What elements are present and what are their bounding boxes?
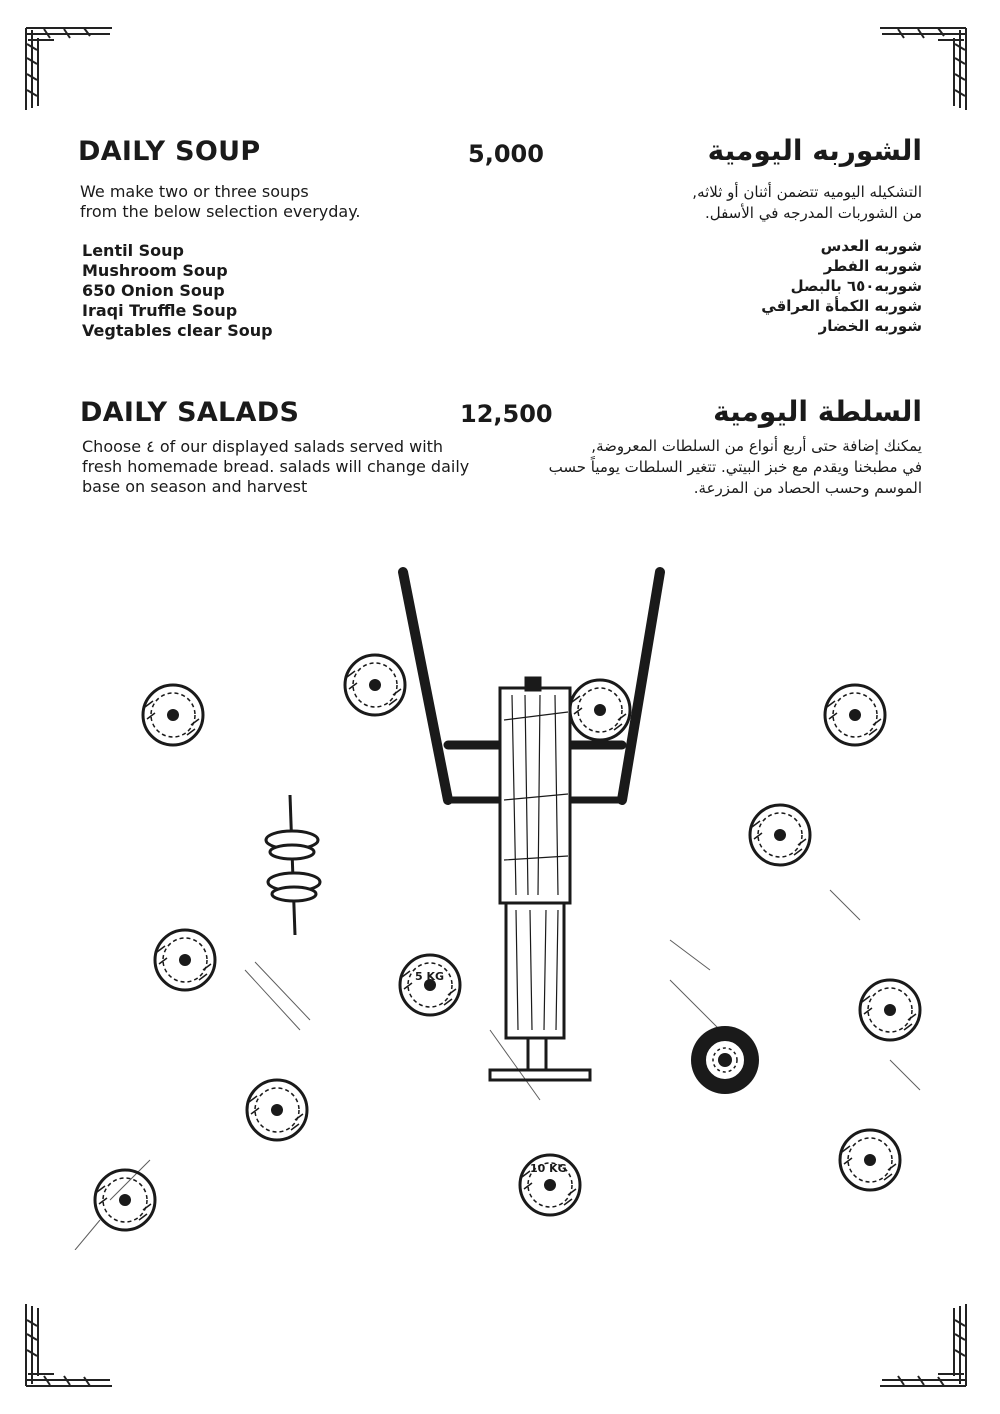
salads-description-en bbox=[82, 437, 469, 497]
list-item: Lentil Soup bbox=[82, 241, 184, 260]
soup-description-ar-line: التشكيله اليوميه تتضمن أثنان أو ثلاثه, bbox=[692, 183, 922, 201]
salads-description-en-line: Choose ٤ of our displayed salads served with bbox=[82, 437, 444, 456]
soup-description-en-line: from the below selection everyday. bbox=[80, 202, 361, 221]
salads-description-ar-line: الموسم وحسب الحصاد من المزرعة. bbox=[693, 479, 922, 497]
soup-list-en bbox=[82, 241, 273, 341]
list-item: شوربه الكمأة العراقي bbox=[761, 297, 922, 315]
soup-description-ar bbox=[692, 182, 922, 224]
salads-price: 12,500 bbox=[460, 400, 553, 428]
plate-label-a: 5 KG bbox=[415, 970, 445, 983]
soup-description-en bbox=[80, 182, 361, 222]
soup-title-en: DAILY SOUP bbox=[78, 136, 261, 167]
corner-frame-bottom-left-icon bbox=[24, 1300, 114, 1390]
soup-title-ar: الشوربه اليومية bbox=[707, 134, 922, 167]
list-item: شوربه الخضار bbox=[818, 317, 922, 335]
soup-description-en-line: We make two or three soups bbox=[80, 182, 309, 201]
corner-frame-bottom-right-icon bbox=[878, 1300, 968, 1390]
soup-list-ar bbox=[761, 236, 922, 336]
salads-title-ar: السلطة اليومية bbox=[713, 395, 922, 428]
list-item: شوربه٦٥٠ بالبصل bbox=[790, 277, 922, 295]
list-item: Mushroom Soup bbox=[82, 261, 228, 280]
soup-price: 5,000 bbox=[468, 140, 544, 168]
salads-title-en: DAILY SALADS bbox=[80, 397, 300, 428]
salads-description-ar-line: في مطبخنا ويقدم مع خبز البيتي. تتغير السلطات يومياً حسب bbox=[548, 458, 922, 476]
list-item: 650 Onion Soup bbox=[82, 281, 225, 300]
corner-frame-top-left-icon bbox=[24, 24, 114, 114]
salads-description-ar bbox=[549, 436, 922, 499]
plate-label-b: 10 KG bbox=[530, 1162, 567, 1175]
salads-description-ar-line: يمكنك إضافة حتى أربع أنواع من السلطات المعروضة, bbox=[591, 437, 922, 455]
list-item: Vegtables clear Soup bbox=[82, 321, 273, 340]
salads-description-en-line: fresh homemade bread. salads will change daily bbox=[82, 457, 470, 476]
list-item: شوربه الفطر bbox=[823, 257, 922, 275]
soup-description-ar-line: من الشوربات المدرجه في الأسفل. bbox=[704, 204, 922, 222]
gym-bench-weights-sketch-icon bbox=[70, 560, 940, 1250]
salads-description-en-line: base on season and harvest bbox=[82, 477, 308, 496]
corner-frame-top-right-icon bbox=[878, 24, 968, 114]
list-item: Iraqi Truffle Soup bbox=[82, 301, 238, 320]
list-item: شوربه العدس bbox=[820, 237, 922, 255]
